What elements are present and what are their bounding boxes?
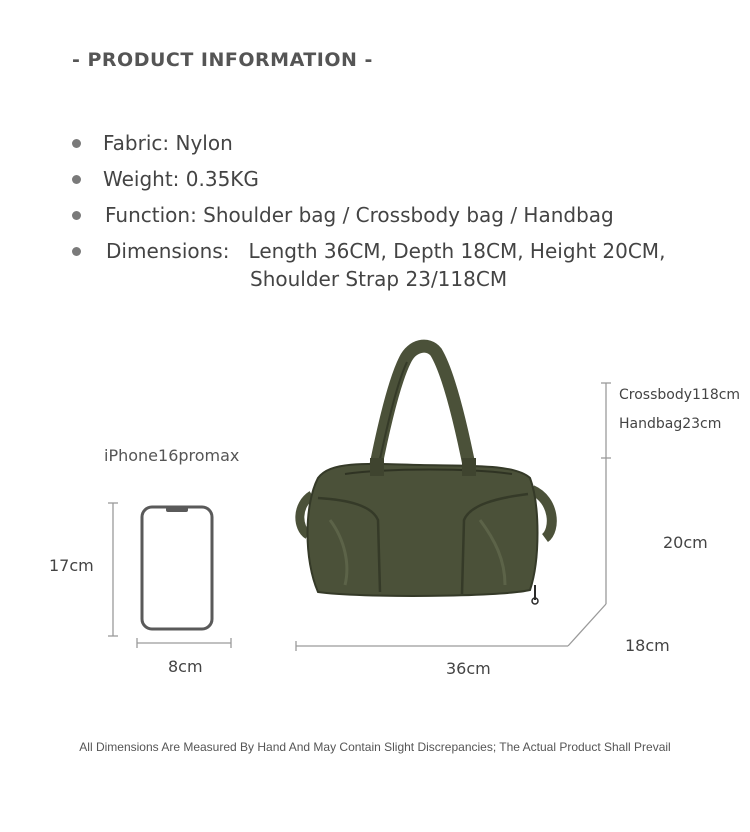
phone-width-label: 8cm — [168, 657, 203, 676]
phone-height-line — [108, 503, 118, 636]
phone-height-label: 17cm — [49, 556, 94, 575]
bag-height-label: 20cm — [663, 533, 708, 552]
strap-handbag-label: Handbag23cm — [619, 416, 722, 432]
duffel-bag-image — [300, 346, 552, 604]
bag-depth-line — [568, 604, 606, 646]
disclaimer-note: All Dimensions Are Measured By Hand And May Contain Slight Discrepancies; The Actual Product Shall Prevail — [79, 740, 671, 754]
strap-crossbody-label: Crossbody118cm — [619, 387, 741, 403]
bag-depth-label: 18cm — [625, 636, 670, 655]
phone-icon — [142, 507, 212, 629]
strap-length-line — [601, 383, 611, 458]
phone-model-label: iPhone16promax — [104, 446, 240, 465]
section-title: - PRODUCT INFORMATION - — [72, 49, 373, 71]
bag-length-line — [296, 641, 568, 651]
phone-width-line — [137, 638, 231, 648]
bag-length-label: 36cm — [446, 659, 491, 678]
